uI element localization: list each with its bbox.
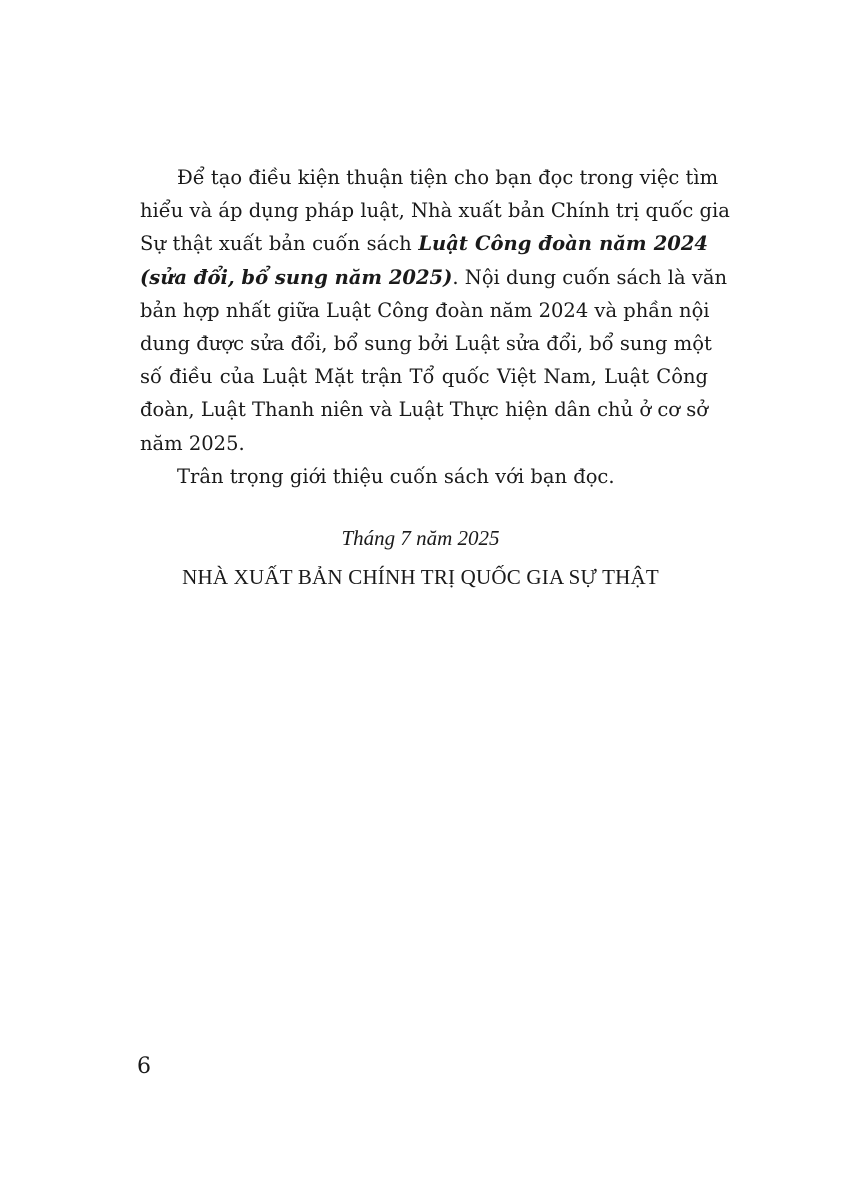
page-number: 6	[137, 1054, 151, 1079]
book-title: Luật Công đoàn năm 2024	[418, 232, 709, 256]
paragraph-line: năm 2025.	[140, 431, 245, 455]
publisher-name: NHÀ XUẤT BẢN CHÍNH TRỊ QUỐC GIA SỰ THẬT	[182, 565, 659, 589]
paragraph-line: hiểu và áp dụng pháp luật, Nhà xuất bản Chính trị quốc gia	[140, 199, 730, 223]
closing-sentence: Trân trọng giới thiệu cuốn sách với bạn đọc.	[177, 464, 615, 488]
paragraph-line: dung được sửa đổi, bổ sung bởi Luật sửa đổi, bổ sung một	[140, 332, 712, 356]
publication-date: Tháng 7 năm 2025	[341, 526, 500, 550]
paragraph-text: Sự thật xuất bản cuốn sách	[140, 232, 412, 256]
paragraph-line: đoàn, Luật Thanh niên và Luật Thực hiện dân chủ ở cơ sở	[140, 398, 708, 422]
paragraph-line	[140, 261, 728, 294]
paragraph-line: số điều của Luật Mặt trận Tổ quốc Việt Nam, Luật Công	[140, 365, 708, 389]
paragraph-line: Để tạo điều kiện thuận tiện cho bạn đọc trong việc tìm	[177, 166, 719, 189]
preface-text	[140, 161, 730, 493]
paragraph-line: bản hợp nhất giữa Luật Công đoàn năm 2024 và phần nội	[140, 298, 710, 322]
paragraph-text: . Nội dung cuốn sách là văn	[452, 265, 728, 289]
paragraph-line	[140, 227, 708, 260]
book-title-subtitle: (sửa đổi, bổ sung năm 2025)	[140, 265, 453, 289]
